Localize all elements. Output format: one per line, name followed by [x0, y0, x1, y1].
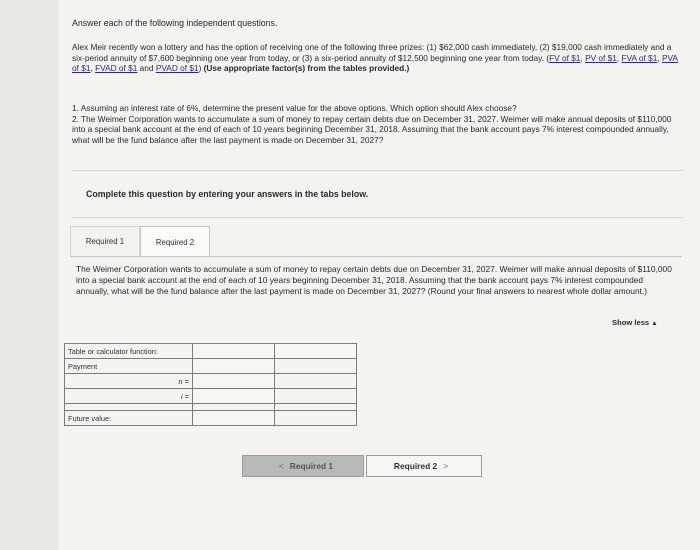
table-row: [65, 404, 357, 411]
empty-cell: [275, 411, 357, 426]
divider: [72, 170, 684, 171]
question-intro: Answer each of the following independent questions.: [72, 18, 278, 28]
scenario-text: Alex Meir recently won a lottery and has the option of receiving one of the following three prizes: (1) $62,000 cash immediately, (2) $19,000 cash immediately and a six-period annuity of $7,600 beginning one year from today, or (3) a six-period annuity of $12,500 beginning one year from today.: [72, 42, 672, 63]
link-pv-of-1[interactable]: PV of $1: [585, 52, 617, 63]
divider: [72, 217, 684, 218]
empty-cell: [275, 374, 357, 389]
future-value-label: Future value:: [65, 411, 193, 426]
table-row: [65, 374, 357, 389]
payment-label: Payment: [65, 359, 193, 374]
i-label: i =: [65, 389, 193, 404]
future-value-input[interactable]: [193, 411, 275, 426]
calculation-table: [64, 343, 357, 426]
tab-required-2[interactable]: Required 2: [140, 226, 210, 257]
next-required-button[interactable]: [366, 455, 482, 477]
i-input[interactable]: [193, 389, 275, 404]
function-input-2[interactable]: [275, 344, 357, 359]
n-label: n =: [65, 374, 193, 389]
empty-cell: [275, 404, 357, 411]
complete-instruction: Complete this question by entering your answers in the tabs below.: [86, 189, 369, 199]
triangle-up-icon: ▲: [651, 320, 658, 327]
link-fvad-of-1[interactable]: FVAD of $1: [95, 63, 138, 74]
table-row: [65, 389, 357, 404]
n-input[interactable]: [193, 374, 275, 389]
function-label: Table or calculator function:: [65, 344, 193, 359]
instruction-text: (Use appropriate factor(s) from the tables provided.): [201, 63, 410, 74]
empty-cell: [65, 404, 193, 411]
chevron-left-icon: <: [278, 461, 284, 471]
show-less-button[interactable]: [612, 318, 658, 327]
show-less-label: Show less: [612, 318, 650, 327]
function-input-1[interactable]: [193, 344, 275, 359]
question-scenario: Alex Meir recently won a lottery and has the option of receiving one of the following three prizes: (1) $62,000 cash immediately, (2) $19,000 cash immediately and a six-period annuity of $7,600 beginning one year from today, or (3) a six-period annuity of $12,500 beginning one year from today. (FV of $1, PV of $1, FVA of $1, PVA of $1, FVAD of $1 and PVAD of $1) (Use appropriate factor(s) from the tables provided.): [72, 42, 678, 74]
required-2-prompt: The Weimer Corporation wants to accumulate a sum of money to repay certain debts due on December 31, 2027. Weimer will make annual deposits of $110,000 into a special bank account at the end of each of 10 years beginning December 31, 2018. Assuming that the bank account pays 7% interest compounded annually, what will be the fund balance after the last payment is made on December 31, 2027? (Round your final answers to nearest whole dollar amount.): [76, 264, 672, 296]
prev-button-label: Required 1: [289, 461, 334, 471]
question-items: [72, 103, 684, 145]
table-row: [65, 411, 357, 426]
link-pvad-of-1[interactable]: PVAD of $1: [155, 63, 199, 74]
next-button-label: Required 2: [393, 461, 438, 471]
question-item-2: 2. The Weimer Corporation wants to accumulate a sum of money to repay certain debts due on December 31, 2027. Weimer will make annual deposits of $110,000 into a special bank account at the end of each of 10 years beginning December 31, 2018. Assuming that the bank account pays 7% interest compounded annually, what will be the fund balance after the last payment is made on December 31, 2027?: [72, 113, 672, 145]
link-pva-of-1[interactable]: PVA of $1: [72, 52, 678, 74]
empty-cell: [275, 359, 357, 374]
prev-required-button[interactable]: [242, 455, 364, 477]
link-fva-of-1[interactable]: FVA of $1: [621, 52, 658, 63]
question-item-1: 1. Assuming an interest rate of 6%, determine the present value for the above options. Which option should Alex choose?: [72, 103, 517, 113]
link-fv-of-1[interactable]: FV of $1: [549, 52, 581, 63]
table-row: [65, 359, 357, 374]
open-paren: (: [546, 52, 550, 63]
empty-cell: [193, 404, 275, 411]
empty-cell: [275, 389, 357, 404]
tab-underline: [70, 256, 682, 257]
tab-required-1[interactable]: Required 1: [70, 226, 140, 256]
payment-input[interactable]: [193, 359, 275, 374]
table-row: [65, 344, 357, 359]
chevron-right-icon: >: [443, 461, 449, 471]
